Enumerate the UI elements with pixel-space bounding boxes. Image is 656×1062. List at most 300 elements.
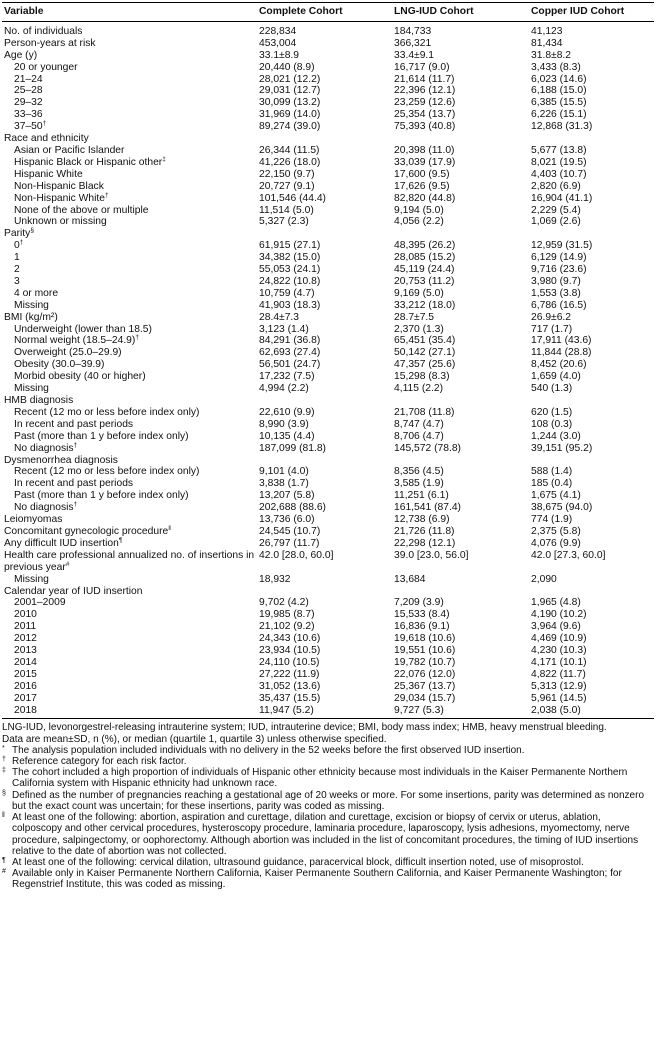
table-row	[2, 633, 654, 645]
complete-cohort-value: 34,382 (15.0)	[259, 252, 321, 264]
complete-cohort-value: 23,934 (10.5)	[259, 645, 321, 657]
complete-cohort-value: 27,222 (11.9)	[259, 668, 320, 680]
complete-cohort-value: 35,437 (15.5)	[259, 692, 321, 704]
row-label	[2, 312, 257, 324]
complete-cohort-value: 11,947 (5.2)	[257, 705, 392, 719]
complete-cohort-value: 55,053 (24.1)	[259, 264, 321, 276]
copper-iud-cohort-value: 1,553 (3.8)	[531, 287, 581, 299]
copper-iud-cohort-value: 6,226 (15.1)	[531, 109, 587, 121]
lng-iud-cohort-value: 23,259 (12.6)	[394, 97, 456, 109]
copper-iud-cohort-value: 2,090	[531, 573, 557, 585]
table-row	[2, 109, 654, 121]
complete-cohort-value: 24,822 (10.8)	[259, 275, 321, 287]
footnote-text: The cohort included a high proportion of individuals of Hispanic other ethnicity because most individuals in the Kaiser Permanente Northern California system with Hispanic ethnicity had unknown race.	[12, 767, 628, 790]
lng-iud-cohort-value: 29,034 (15.7)	[394, 692, 456, 704]
copper-iud-cohort-value: 1,659 (4.0)	[531, 371, 581, 383]
table-row	[2, 335, 654, 347]
complete-cohort-value: 28,021 (12.2)	[259, 73, 321, 85]
lng-iud-cohort-value: 145,572 (78.8)	[394, 442, 461, 454]
table-row	[2, 407, 654, 419]
complete-cohort-value	[257, 133, 392, 145]
complete-cohort-value: 31,969 (14.0)	[259, 109, 321, 121]
row-label-text: 20 or younger	[14, 61, 78, 73]
row-label-text: Past (more than 1 y before index only)	[14, 490, 189, 502]
complete-cohort-value: 61,915 (27.1)	[259, 240, 321, 252]
footnote-marker: †	[73, 441, 78, 449]
copper-iud-cohort-value: 108 (0.3)	[531, 418, 573, 430]
lng-iud-cohort-value: 4,115 (2.2)	[394, 383, 444, 395]
row-label	[2, 62, 257, 74]
copper-iud-cohort-value	[529, 133, 654, 145]
footnote-marker: ‡	[162, 155, 166, 163]
table-row	[2, 276, 654, 288]
table-row	[2, 669, 654, 681]
copper-iud-cohort-value: 6,023 (14.6)	[531, 73, 587, 85]
complete-cohort-value: 24,110 (10.5)	[259, 656, 320, 668]
complete-cohort-value: 56,501 (24.7)	[259, 359, 321, 371]
table-row	[2, 205, 654, 217]
row-label-text: 2001–2009	[14, 597, 66, 609]
table-row	[2, 21, 654, 37]
copper-iud-cohort-value: 717 (1.7)	[531, 323, 573, 335]
row-label-text: Dysmenorrhea diagnosis	[4, 454, 118, 466]
complete-cohort-value: 24,545 (10.7)	[259, 525, 321, 537]
row-label	[2, 228, 257, 240]
row-label-text: Person-years at risk	[4, 37, 96, 49]
lng-iud-cohort-value: 12,738 (6.9)	[394, 514, 450, 526]
lng-iud-cohort-value: 161,541 (87.4)	[394, 502, 461, 514]
row-label	[2, 335, 257, 347]
table-row	[2, 657, 654, 669]
copper-iud-cohort-value: 2,038 (5.0)	[529, 705, 654, 719]
row-label-text: 2018	[14, 704, 37, 716]
lng-iud-cohort-value: 17,600 (9.5)	[394, 168, 450, 180]
lng-iud-cohort-value: 82,820 (44.8)	[394, 192, 456, 204]
complete-cohort-value: 31,052 (13.6)	[259, 680, 321, 692]
copper-iud-cohort-value: 5,677 (13.8)	[531, 144, 587, 156]
complete-cohort-value: 20,727 (9.1)	[259, 180, 315, 192]
row-label-text: 2010	[14, 609, 37, 621]
complete-cohort-value: 41,903 (18.3)	[259, 299, 321, 311]
row-label	[2, 157, 257, 169]
table-row	[2, 395, 654, 407]
table-row	[2, 169, 654, 181]
lng-iud-cohort-value: 75,393 (40.8)	[394, 121, 456, 133]
copper-iud-cohort-value: 31.8±8.2	[531, 49, 572, 61]
row-label-text: 2	[14, 264, 20, 276]
row-label	[2, 38, 257, 50]
table-footnotes	[2, 722, 652, 890]
copper-iud-cohort-value: 6,188 (15.0)	[531, 85, 587, 97]
footnote-marker: †	[19, 239, 24, 247]
row-label-text: Underweight (lower than 18.5)	[14, 323, 152, 335]
row-label	[2, 252, 257, 264]
lng-iud-cohort-value: 33,212 (18.0)	[394, 299, 456, 311]
row-label-text: Recent (12 mo or less before index only)	[14, 406, 200, 418]
lng-iud-cohort-value: 19,618 (10.6)	[394, 633, 456, 645]
table-row	[2, 50, 654, 62]
row-label	[2, 359, 257, 371]
table-row	[2, 181, 654, 193]
row-label-text: Obesity (30.0–39.9)	[14, 359, 105, 371]
complete-cohort-value: 28.4±7.3	[259, 311, 300, 323]
row-label	[2, 109, 257, 121]
row-label	[2, 74, 257, 86]
row-label-text: 2011	[14, 621, 37, 633]
row-label	[2, 276, 257, 288]
row-label-text: 3	[14, 275, 20, 287]
complete-cohort-value: 9,702 (4.2)	[259, 597, 309, 609]
copper-iud-cohort-value: 1,675 (4.1)	[531, 490, 581, 502]
lng-iud-cohort-value: 25,367 (13.7)	[394, 680, 456, 692]
lng-iud-cohort-value: 28.7±7.5	[394, 311, 435, 323]
complete-cohort-value: 10,759 (4.7)	[259, 287, 315, 299]
row-label	[2, 371, 257, 383]
lng-iud-cohort-value: 33.4±9.1	[394, 49, 435, 61]
copper-iud-cohort-value: 4,230 (10.3)	[531, 645, 587, 657]
table-row	[2, 264, 654, 276]
footnote-mark: †	[2, 756, 6, 764]
copper-iud-cohort-value: 17,911 (43.6)	[531, 335, 592, 347]
row-label	[2, 181, 257, 193]
table-row	[2, 359, 654, 371]
lng-iud-cohort-value: 48,395 (26.2)	[394, 240, 456, 252]
complete-cohort-value: 453,004	[259, 37, 297, 49]
row-label-text: No diagnosis	[14, 442, 74, 454]
copper-iud-cohort-value	[529, 395, 654, 407]
row-label	[2, 597, 257, 609]
copper-iud-cohort-value: 3,964 (9.6)	[531, 621, 581, 633]
copper-iud-cohort-value	[529, 586, 654, 598]
copper-iud-cohort-value: 4,469 (10.9)	[531, 633, 587, 645]
row-label	[2, 621, 257, 633]
copper-iud-cohort-value: 8,452 (20.6)	[531, 359, 587, 371]
row-label	[2, 693, 257, 705]
table-row	[2, 312, 654, 324]
row-label-text: In recent and past periods	[14, 418, 134, 430]
copper-iud-cohort-value: 42.0 [27.3, 60.0]	[531, 549, 606, 561]
row-label-text: Normal weight (18.5–24.9)	[14, 335, 136, 347]
lng-iud-cohort-value: 21,708 (11.8)	[394, 406, 455, 418]
footnote-text: Available only in Kaiser Permanente Northern California, Kaiser Permanente Southern California, and Kaiser Permanente Washington; for Regenstrief Institute, this was coded as missing.	[12, 868, 622, 891]
table-row	[2, 490, 654, 502]
row-label-text: 37–50	[14, 121, 43, 133]
complete-cohort-value: 5,327 (2.3)	[259, 216, 309, 228]
row-label	[2, 300, 257, 312]
row-label-text: 0	[14, 240, 20, 252]
complete-cohort-value: 17,232 (7.5)	[259, 371, 315, 383]
copper-iud-cohort-value: 185 (0.4)	[531, 478, 573, 490]
copper-iud-cohort-value: 5,961 (14.5)	[531, 692, 587, 704]
row-label	[2, 133, 257, 145]
copper-iud-cohort-value: 26.9±6.2	[531, 311, 572, 323]
complete-cohort-value: 22,150 (9.7)	[259, 168, 315, 180]
footnote-item	[2, 812, 652, 857]
row-label	[2, 216, 257, 228]
row-label-text: Parity	[4, 228, 31, 240]
table-row	[2, 300, 654, 312]
complete-cohort-value: 3,838 (1.7)	[259, 478, 309, 490]
table-row	[2, 455, 654, 467]
row-label-text: Leiomyomas	[4, 514, 63, 526]
row-label	[2, 419, 257, 431]
footnote-mark: *	[2, 744, 5, 752]
row-label-text: Calendar year of IUD insertion	[4, 585, 143, 597]
footnote-text: At least one of the following: abortion, aspiration and curettage, dilation and curettage, excision or biopsy of cervix or uterus, ablation, colposcopy and other cervical procedures, hysteroscopy procedure, laminaria procedure, laparoscopy, lysis adhesions, myomectomy, nerve procedure, salpingectomy, or oophorectomy. Although abortion was included in the list of concomitant procedures, the timing of IUD insertions relative to the date of abortion was not collected.	[12, 812, 639, 857]
complete-cohort-value: 30,099 (13.2)	[259, 97, 321, 109]
row-label-text: Health care professional annualized no. of insertions in previous year	[4, 549, 255, 573]
footnote-marker: ‖	[168, 524, 171, 532]
row-label-text: Non-Hispanic Black	[14, 180, 104, 192]
row-label-text: 2012	[14, 633, 37, 645]
copper-iud-cohort-value: 588 (1.4)	[531, 466, 573, 478]
complete-cohort-value: 42.0 [28.0, 60.0]	[259, 549, 334, 561]
complete-cohort-value	[257, 395, 392, 407]
complete-cohort-value: 8,990 (3.9)	[259, 418, 309, 430]
complete-cohort-value: 18,932	[259, 573, 291, 585]
complete-cohort-value: 13,207 (5.8)	[259, 490, 315, 502]
complete-cohort-value: 228,834	[259, 25, 297, 37]
row-label	[2, 121, 257, 133]
row-label-text: 2013	[14, 645, 37, 657]
table-row	[2, 431, 654, 443]
row-label-text: Non-Hispanic White	[14, 192, 105, 204]
table-row	[2, 609, 654, 621]
table-row	[2, 193, 654, 205]
copper-iud-cohort-value: 2,375 (5.8)	[531, 525, 581, 537]
table-row	[2, 85, 654, 97]
lng-iud-cohort-value: 9,194 (5.0)	[394, 204, 444, 216]
table-row	[2, 597, 654, 609]
complete-cohort-value: 26,797 (11.7)	[259, 537, 320, 549]
table-row	[2, 324, 654, 336]
copper-iud-cohort-value: 41,123	[531, 25, 563, 37]
footnote-text: The analysis population included individuals with no delivery in the 52 weeks before the first observed IUD insertion.	[12, 744, 525, 756]
copper-iud-cohort-value: 4,403 (10.7)	[531, 168, 587, 180]
footnote-list	[2, 745, 652, 891]
lng-iud-cohort-value: 19,551 (10.6)	[394, 645, 456, 657]
row-label	[2, 50, 257, 62]
complete-cohort-value: 33.1±8.9	[259, 49, 300, 61]
footnote-marker: ¶	[118, 536, 123, 544]
copper-iud-cohort-value	[529, 455, 654, 467]
footnote-text: Defined as the number of pregnancies reaching a gestational age of 20 weeks or more. For some insertions, parity was determined as nonzero but the exact count was uncertain; for these insertions, parity was coded as missing.	[12, 789, 645, 812]
row-label	[2, 443, 257, 455]
lng-iud-cohort-value: 8,706 (4.7)	[394, 430, 444, 442]
copper-iud-cohort-value: 4,822 (11.7)	[531, 668, 586, 680]
copper-iud-cohort-value: 4,076 (9.9)	[531, 537, 581, 549]
complete-cohort-value: 101,546 (44.4)	[259, 192, 326, 204]
header-complete-cohort: Complete Cohort	[257, 3, 392, 22]
row-label	[2, 455, 257, 467]
header-lng-iud-cohort: LNG-IUD Cohort	[392, 3, 529, 22]
row-label-text: 2016	[14, 680, 37, 692]
table-row	[2, 478, 654, 490]
row-label	[2, 538, 257, 550]
row-label	[2, 264, 257, 276]
table-row	[2, 252, 654, 264]
table-row	[2, 693, 654, 705]
footnote-item	[2, 756, 652, 767]
row-label-text: Recent (12 mo or less before index only)	[14, 466, 200, 478]
row-label-text: 2015	[14, 668, 37, 680]
row-label	[2, 633, 257, 645]
copper-iud-cohort-value: 4,171 (10.1)	[531, 656, 587, 668]
row-label	[2, 407, 257, 419]
lng-iud-cohort-value: 22,396 (12.1)	[394, 85, 456, 97]
copper-iud-cohort-value: 8,021 (19.5)	[531, 156, 587, 168]
copper-iud-cohort-value: 2,820 (6.9)	[531, 180, 581, 192]
row-label-text: 21–24	[14, 73, 43, 85]
lng-iud-cohort-value: 8,747 (4.7)	[394, 418, 444, 430]
row-label	[2, 526, 257, 538]
complete-cohort-value: 10,135 (4.4)	[259, 430, 315, 442]
copper-iud-cohort-value: 81,434	[531, 37, 563, 49]
row-label	[2, 669, 257, 681]
lng-iud-cohort-value: 45,119 (24.4)	[394, 264, 455, 276]
table-row	[2, 526, 654, 538]
footnote-data-note: Data are mean±SD, n (%), or median (quartile 1, quartile 3) unless otherwise specified.	[2, 733, 387, 745]
row-label	[2, 169, 257, 181]
row-label-text: 4 or more	[14, 287, 59, 299]
complete-cohort-value: 26,344 (11.5)	[259, 144, 320, 156]
complete-cohort-value: 9,101 (4.0)	[259, 466, 309, 478]
row-label-text: Any difficult IUD insertion	[4, 537, 119, 549]
footnote-marker: †	[42, 120, 47, 128]
lng-iud-cohort-value: 15,533 (8.4)	[394, 609, 450, 621]
cohort-characteristics-table	[2, 2, 654, 719]
complete-cohort-value	[257, 455, 392, 467]
row-label-text: 1	[14, 252, 20, 264]
complete-cohort-value: 202,688 (88.6)	[259, 502, 326, 514]
table-container	[2, 0, 654, 891]
complete-cohort-value: 19,985 (8.7)	[259, 609, 315, 621]
lng-iud-cohort-value	[392, 133, 529, 145]
lng-iud-cohort-value: 19,782 (10.7)	[394, 656, 456, 668]
lng-iud-cohort-value: 21,726 (11.8)	[394, 525, 455, 537]
table-row	[2, 145, 654, 157]
row-label	[2, 85, 257, 97]
copper-iud-cohort-value: 1,965 (4.8)	[531, 597, 581, 609]
row-label-text: Morbid obesity (40 or higher)	[14, 371, 146, 383]
lng-iud-cohort-value: 33,039 (17.9)	[394, 156, 456, 168]
lng-iud-cohort-value	[392, 586, 529, 598]
lng-iud-cohort-value: 22,298 (12.1)	[394, 537, 456, 549]
copper-iud-cohort-value: 774 (1.9)	[531, 514, 573, 526]
row-label-text: No diagnosis	[14, 502, 74, 514]
row-label-text: Hispanic White	[14, 168, 83, 180]
complete-cohort-value	[257, 586, 392, 598]
copper-iud-cohort-value: 3,433 (8.3)	[531, 61, 581, 73]
row-label-text: Past (more than 1 y before index only)	[14, 430, 189, 442]
row-label	[2, 21, 257, 37]
table-row	[2, 216, 654, 228]
row-label-text: None of the above or multiple	[14, 204, 149, 216]
footnote-text: At least one of the following: cervical dilation, ultrasound guidance, paracervical block, difficult insertion noted, use of misoprostol.	[12, 856, 584, 868]
complete-cohort-value: 29,031 (12.7)	[259, 85, 321, 97]
copper-iud-cohort-value: 2,229 (5.4)	[531, 204, 581, 216]
row-label-text: No. of individuals	[4, 25, 83, 37]
table-row	[2, 681, 654, 693]
lng-iud-cohort-value: 11,251 (6.1)	[394, 490, 449, 502]
lng-iud-cohort-value: 366,321	[394, 37, 432, 49]
lng-iud-cohort-value: 20,753 (11.2)	[394, 275, 455, 287]
row-label-text: Missing	[14, 573, 49, 585]
table-row	[2, 228, 654, 240]
table-body	[2, 21, 654, 719]
row-label	[2, 466, 257, 478]
complete-cohort-value: 4,994 (2.2)	[259, 383, 309, 395]
copper-iud-cohort-value: 1,069 (2.6)	[531, 216, 581, 228]
lng-iud-cohort-value: 4,056 (2.2)	[394, 216, 444, 228]
table-row	[2, 62, 654, 74]
row-label	[2, 205, 257, 217]
table-row	[2, 347, 654, 359]
table-row	[2, 419, 654, 431]
table-row	[2, 538, 654, 550]
lng-iud-cohort-value: 25,354 (13.7)	[394, 109, 456, 121]
row-label-text: 25–28	[14, 85, 43, 97]
footnote-abbreviations: LNG-IUD, levonorgestrel-releasing intrauterine system; IUD, intrauterine device; BMI, body mass index; HMB, heavy menstrual bleeding.	[2, 722, 607, 734]
row-label-text: 33–36	[14, 109, 43, 121]
lng-iud-cohort-value	[392, 455, 529, 467]
row-label	[2, 502, 257, 514]
footnote-item	[2, 767, 652, 789]
lng-iud-cohort-value	[392, 395, 529, 407]
complete-cohort-value: 24,343 (10.6)	[259, 633, 321, 645]
table-row	[2, 621, 654, 633]
row-label	[2, 288, 257, 300]
copper-iud-cohort-value: 16,904 (41.1)	[531, 192, 593, 204]
table-row	[2, 74, 654, 86]
footnote-marker: #	[65, 560, 70, 568]
lng-iud-cohort-value: 13,684	[394, 573, 426, 585]
lng-iud-cohort-value: 20,398 (11.0)	[394, 144, 455, 156]
copper-iud-cohort-value: 3,980 (9.7)	[531, 275, 581, 287]
header-copper-iud-cohort: Copper IUD Cohort	[529, 3, 654, 22]
lng-iud-cohort-value: 28,085 (15.2)	[394, 252, 456, 264]
lng-iud-cohort-value	[392, 228, 529, 240]
table-row	[2, 514, 654, 526]
lng-iud-cohort-value: 184,733	[394, 25, 432, 37]
lng-iud-cohort-value: 50,142 (27.1)	[394, 347, 456, 359]
table-row	[2, 371, 654, 383]
table-row	[2, 97, 654, 109]
header-variable: Variable	[2, 3, 257, 22]
row-label	[2, 97, 257, 109]
row-label	[2, 550, 257, 574]
lng-iud-cohort-value: 9,727 (5.3)	[392, 705, 529, 719]
row-label	[2, 395, 257, 407]
table-row	[2, 586, 654, 598]
footnote-marker: †	[135, 334, 139, 342]
footnote-mark: §	[2, 789, 6, 797]
table-row	[2, 443, 654, 455]
row-label-text: 29–32	[14, 97, 43, 109]
lng-iud-cohort-value: 9,169 (5.0)	[394, 287, 444, 299]
table-row	[2, 121, 654, 133]
complete-cohort-value: 89,274 (39.0)	[259, 121, 321, 133]
complete-cohort-value	[257, 228, 392, 240]
row-label-text: Missing	[14, 383, 49, 395]
table-row	[2, 574, 654, 586]
table-row	[2, 466, 654, 478]
lng-iud-cohort-value: 15,298 (8.3)	[394, 371, 450, 383]
table-row	[2, 240, 654, 252]
row-label	[2, 383, 257, 395]
table-row	[2, 288, 654, 300]
complete-cohort-value: 3,123 (1.4)	[259, 323, 309, 335]
